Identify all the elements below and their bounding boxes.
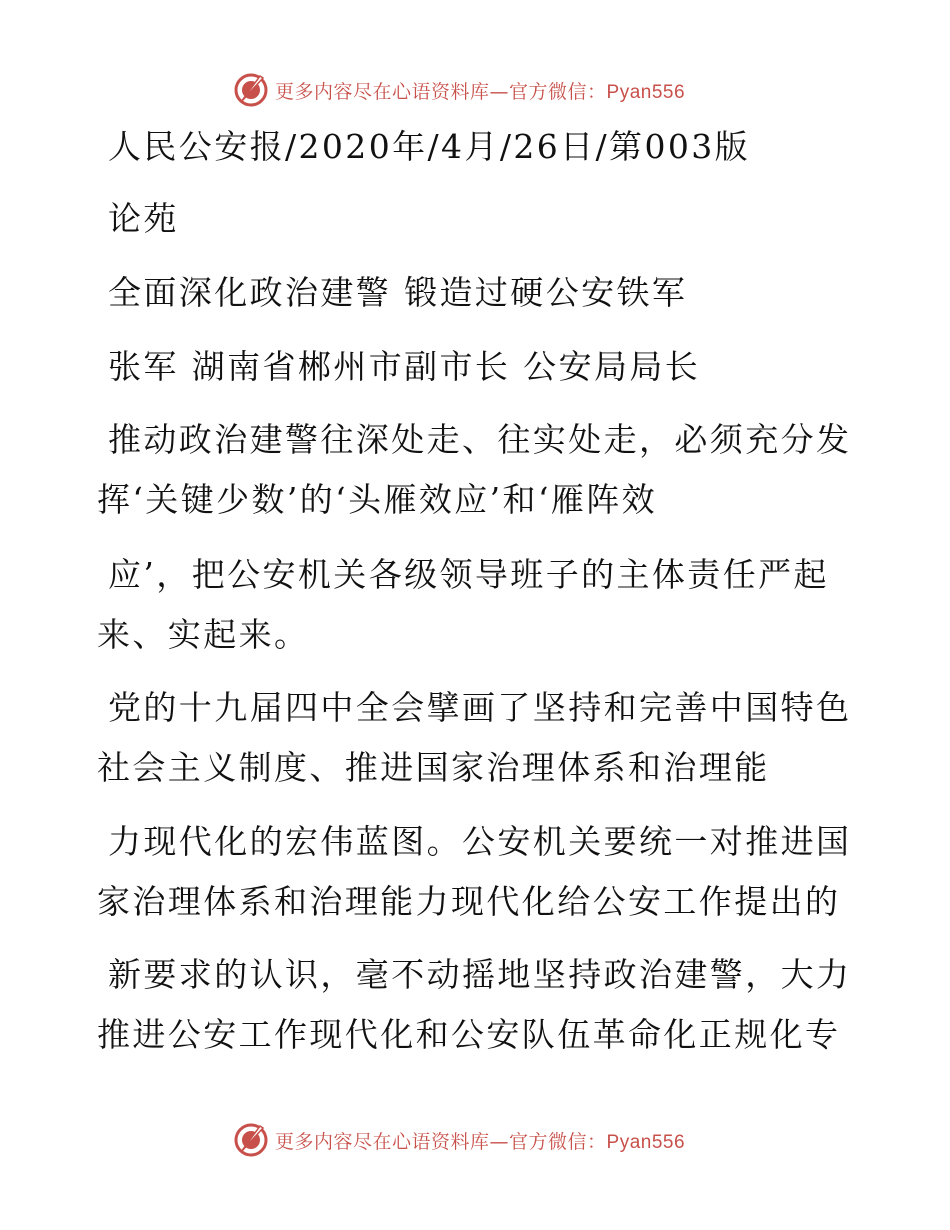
paragraph-line: 党的十九届四中全会擘画了坚持和完善中国特色: [108, 688, 852, 727]
footer-watermark: [233, 1120, 685, 1160]
watermark-text: [275, 1127, 685, 1154]
column-name: 论苑: [108, 199, 179, 238]
article-title: 全面深化政治建警 锻造过硬公安铁军: [108, 273, 688, 312]
article-author: 张军 湖南省郴州市副市长 公安局局长: [108, 347, 701, 386]
quill-seal-icon: [233, 72, 269, 108]
paragraph-line: 挥‘关键少数’的‘头雁效应’和‘雁阵效: [97, 480, 658, 519]
watermark-library-name: 更多内容尽在心语资料库: [275, 1130, 490, 1153]
paragraph-line: 推动政治建警往深处走、往实处走，必须充分发: [108, 420, 852, 459]
watermark-wechat-id: Pyan556: [606, 1131, 686, 1153]
watermark-wechat-id: Pyan556: [606, 81, 686, 103]
paragraph-line: 推进公安工作现代化和公安队伍革命化正规化专: [97, 1015, 841, 1054]
newspaper-source-line: 人民公安报/2020年/4月/26日/第003版: [108, 127, 751, 166]
watermark-separator: —官方微信：: [489, 80, 607, 103]
quill-seal-icon: [233, 1122, 269, 1158]
watermark-library-name: 更多内容尽在心语资料库: [275, 80, 490, 103]
paragraph-line: 力现代化的宏伟蓝图。公安机关要统一对推进国: [108, 822, 852, 861]
paragraph-line: 家治理体系和治理能力现代化给公安工作提出的: [97, 882, 841, 921]
paragraph-line: 来、实起来。: [97, 615, 310, 654]
paragraph-line: 应’，把公安机关各级领导班子的主体责任严起: [108, 555, 829, 594]
header-watermark: [233, 70, 685, 110]
watermark-text: [275, 77, 685, 104]
paragraph-line: 新要求的认识，毫不动摇地坚持政治建警，大力: [108, 955, 852, 994]
watermark-separator: —官方微信：: [489, 1130, 607, 1153]
paragraph-line: 社会主义制度、推进国家治理体系和治理能: [97, 748, 770, 787]
